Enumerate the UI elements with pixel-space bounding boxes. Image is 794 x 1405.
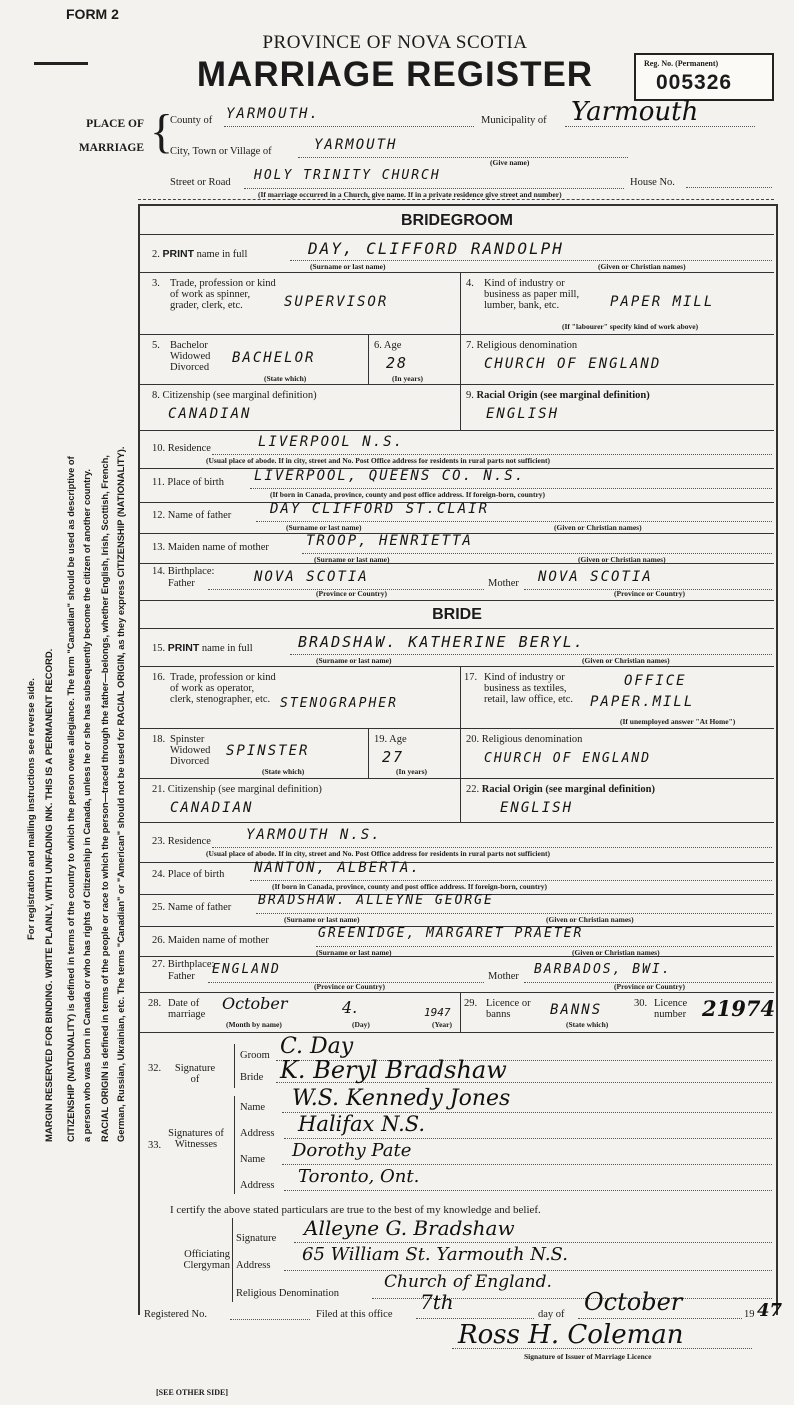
f7-num: 7. [466, 340, 474, 351]
groom-status-value: BACHELOR [232, 350, 316, 366]
groom-sig-label: Groom [240, 1050, 270, 1061]
field-27-label [152, 959, 214, 970]
bride-age-note: (In years) [396, 767, 428, 776]
field-25-label [152, 902, 231, 913]
groom-religion-value: CHURCH OF ENGLAND [484, 356, 662, 372]
clergy-label: Officiating Clergyman [183, 1249, 230, 1271]
rule [140, 778, 774, 779]
groom-residence-note: (Usual place of abode. If in city, street and No. Post Office address for residents in rural parts not sufficient) [206, 456, 551, 465]
groom-given-note: (Given or Christian names) [598, 262, 686, 271]
marriage-day-note: (Day) [352, 1020, 370, 1029]
bride-surname-note: (Surname or last name) [316, 656, 392, 665]
bride-age-value: 27 [382, 748, 405, 766]
field-11-label [152, 477, 224, 488]
f15-print: PRINT [167, 642, 200, 654]
vrule [368, 728, 369, 778]
groom-birth-note: (If born in Canada, province, county and post office address. If foreign-born, country) [270, 490, 546, 499]
w1-address-field [284, 1112, 772, 1139]
f13-text: Maiden name of mother [167, 542, 269, 553]
w2-name-field [282, 1142, 772, 1165]
groom-father-surname-note: (Surname or last name) [286, 523, 362, 532]
field-33-label: Signatures of Witnesses [168, 1128, 224, 1150]
municipality-field [565, 97, 755, 127]
licence-type-note: (State which) [566, 1020, 609, 1029]
w1-address-label: Address [240, 1128, 275, 1139]
f23-num: 23. [152, 836, 166, 847]
field-14-mother-label: Mother [488, 578, 519, 589]
field-4-num: 4. [466, 278, 474, 289]
field-33-num: 33. [148, 1140, 162, 1151]
place-brace: { [150, 105, 174, 158]
serial-caption: Reg. No. (Permanent) [644, 59, 719, 68]
f2-print: PRINT [162, 248, 194, 260]
f15-text: name in full [201, 643, 253, 654]
f9-text: Racial Origin (see marginal definition) [476, 390, 650, 401]
groom-industry-value: PAPER MILL [610, 294, 715, 310]
w1-name-field [282, 1086, 772, 1113]
f14-num: 14. [152, 566, 166, 577]
field-15-label [152, 643, 253, 654]
bride-mother-value: GREENIDGE, MARGARET PRAETER [318, 926, 584, 941]
county-label: County of [170, 115, 213, 126]
bride-mother-given-note: (Given or Christian names) [572, 948, 660, 957]
bride-trade-value: STENOGRAPHER [280, 696, 398, 711]
field-3-label: Trade, profession or kind of work as spinner, grader, clerk, etc. [170, 278, 276, 311]
year-suffix: 47 [757, 1300, 783, 1321]
field-20-label [466, 734, 582, 745]
field-17-num: 17. [464, 672, 478, 683]
field-30-label: Licence number [654, 998, 688, 1020]
f25-num: 25. [152, 902, 166, 913]
groom-father-birth-value: NOVA SCOTIA [254, 569, 369, 585]
bride-mother-birth-field [524, 960, 772, 983]
clergy-signature: Alleyne G. Bradshaw [304, 1216, 515, 1240]
marriage-year-note: (Year) [432, 1020, 452, 1029]
house-field [686, 177, 772, 188]
registered-field [230, 1309, 310, 1320]
licence-number-value: 21974 [702, 996, 776, 1021]
field-13-label [152, 542, 269, 553]
f22-num: 22. [466, 784, 480, 795]
issuer-label: Signature of Issuer of Marriage Licence [524, 1352, 652, 1361]
vrule [460, 778, 461, 822]
field-17-label: Kind of industry or business as textiles, retail, law office, etc. [484, 672, 574, 705]
bride-status-value: SPINSTER [226, 743, 310, 759]
rule [140, 728, 774, 729]
f10-num: 10. [152, 443, 166, 454]
bride-industry-note: (If unemployed answer "At Home") [620, 717, 736, 726]
bride-residence-field [212, 825, 772, 848]
page-title: MARRIAGE REGISTER [196, 55, 594, 94]
street-note: (If marriage occurred in a Church, give name. If in a private residence give street and number) [258, 190, 562, 199]
w1-name-signature: W.S. Kennedy Jones [292, 1086, 511, 1111]
groom-mother-birth-field [524, 567, 772, 590]
field-5-label: Bachelor Widowed Divorced [170, 340, 211, 373]
bride-father-birth-value: ENGLAND [212, 962, 281, 977]
clergy-signature-field [294, 1216, 772, 1243]
rule [140, 822, 774, 823]
groom-signature: C. Day [280, 1034, 354, 1059]
w2-address-field [284, 1168, 772, 1191]
vrule [368, 334, 369, 384]
vrule [460, 992, 461, 1032]
groom-residence-field [212, 432, 772, 455]
field-14-label [152, 566, 214, 577]
margin-line-3: CITIZENSHIP (NATIONALITY) is defined in terms of the country to which the person owes allegiance. The term "Canadian" should be used as descriptive of [66, 456, 76, 1142]
house-label: House No. [630, 177, 675, 188]
f24-text: Place of birth [167, 869, 225, 880]
f21-num: 21. [152, 784, 166, 795]
see-other-side: [SEE OTHER SIDE] [156, 1388, 229, 1397]
f27-text-a: Birthplace: [167, 959, 215, 970]
field-14-father-label: Father [168, 578, 195, 589]
field-28-num: 28. [148, 998, 162, 1009]
bridegroom-heading: BRIDEGROOM [401, 212, 513, 229]
bride-state-note: (State which) [262, 767, 305, 776]
f27-num: 27. [152, 959, 166, 970]
w2-address-label: Address [240, 1180, 275, 1191]
field-16-label: Trade, profession or kind of work as operator, clerk, stenographer, etc. [170, 672, 276, 705]
f22-text: Racial Origin (see marginal definition) [481, 784, 655, 795]
field-2-label [152, 249, 247, 260]
bride-name-field [290, 630, 772, 655]
rule [140, 334, 774, 335]
field-8-label [152, 390, 317, 401]
f23-text: Residence [167, 836, 211, 847]
rule [140, 956, 774, 957]
groom-name-value: DAY, CLIFFORD RANDOLPH [308, 239, 564, 258]
field-16-num: 16. [152, 672, 166, 683]
clergy-address-value: 65 William St. Yarmouth N.S. [302, 1244, 568, 1265]
f2-num: 2. [152, 249, 160, 260]
bride-father-given-note: (Given or Christian names) [546, 915, 634, 924]
f8-num: 8. [152, 390, 160, 401]
bride-mother-surname-note: (Surname or last name) [316, 948, 392, 957]
f11-num: 11. [152, 477, 165, 488]
bride-residence-note: (Usual place of abode. If in city, street and No. Post Office address for residents in rural parts not sufficient) [206, 849, 551, 858]
f19-num: 19. [374, 734, 388, 745]
field-27-father-label: Father [168, 971, 195, 982]
bride-mother-prov-note: (Province or Country) [614, 982, 685, 991]
municipality-label: Municipality of [481, 115, 547, 126]
serial-number: 005326 [656, 71, 733, 94]
bride-father-birth-field [208, 960, 484, 983]
vrule [460, 334, 461, 384]
groom-age-note: (In years) [392, 374, 424, 383]
province-title: PROVINCE OF NOVA SCOTIA [262, 32, 528, 53]
clergy-signature-label: Signature [236, 1233, 277, 1244]
bride-citizenship-value: CANADIAN [170, 800, 254, 816]
city-field [298, 135, 628, 158]
margin-line-2: MARGIN RESERVED FOR BINDING. WRITE PLAINLY, WITH UNFADING INK. THIS IS A PERMANENT RECORD. [44, 648, 55, 1142]
field-27-mother-label: Mother [488, 971, 519, 982]
groom-mother-birth-value: NOVA SCOTIA [538, 569, 653, 585]
bride-sig-label: Bride [240, 1072, 264, 1083]
f2-text: name in full [196, 249, 248, 260]
vrule [460, 728, 461, 778]
groom-name-field [290, 236, 772, 261]
vrule [232, 1218, 233, 1302]
bride-birthplace-value: NANTON, ALBERTA. [254, 860, 421, 876]
groom-residence-value: LIVERPOOL N.S. [258, 434, 405, 450]
field-24-label [152, 869, 224, 880]
f8-text: Citizenship (see marginal definition) [162, 390, 317, 401]
field-22-label [466, 784, 655, 795]
field-23-label [152, 836, 211, 847]
groom-father-birth-field [208, 567, 484, 590]
f6-text: Age [383, 340, 402, 351]
bride-signature-field [276, 1056, 772, 1084]
rule [140, 234, 774, 235]
w2-address-value: Toronto, Ont. [298, 1166, 420, 1187]
margin-line-1: For registration and mailing instructions see reverse side. [26, 678, 37, 940]
filed-day-field [416, 1290, 534, 1319]
marriage-day-value: 4. [342, 998, 358, 1017]
place-label [72, 112, 144, 160]
groom-industry-note: (If "labourer" specify kind of work above) [562, 322, 699, 331]
margin-line-6: German, Russian, Ukrainian, etc. The terms "Canadian" or "American" should not be used for RACIAL ORIGIN, as they express CITIZENSHIP (NATIONALITY). [116, 446, 126, 1142]
groom-state-note: (State which) [264, 374, 307, 383]
year-prefix: 19 [744, 1309, 755, 1320]
f15-num: 15. [152, 643, 166, 654]
clergy-address-label: Address [236, 1260, 271, 1271]
field-18-num: 18. [152, 734, 166, 745]
filed-month-value: October [584, 1288, 683, 1316]
place-label-b: MARRIAGE [78, 142, 144, 154]
bride-origin-value: ENGLISH [500, 800, 574, 816]
county-value: YARMOUTH. [226, 106, 320, 122]
field-10-label [152, 443, 211, 454]
field-26-label [152, 935, 269, 946]
groom-age-value: 28 [386, 354, 409, 372]
field-3-num: 3. [152, 278, 160, 289]
clergy-denom-label: Religious Denomination [236, 1288, 339, 1299]
city-value: YARMOUTH [314, 137, 398, 153]
field-29-label: Licence or banns [486, 998, 531, 1020]
field-32-label: Signature of [174, 1063, 216, 1085]
bride-mother-birth-value: BARBADOS, BWI. [534, 962, 672, 977]
w2-name-label: Name [240, 1154, 266, 1165]
bride-religion-value: CHURCH OF ENGLAND [484, 751, 652, 766]
bride-father-value: BRADSHAW. ALLEYNE GEORGE [258, 893, 494, 908]
vrule [234, 1044, 235, 1088]
groom-mother-prov-note: (Province or Country) [614, 589, 685, 598]
field-12-label [152, 510, 231, 521]
header-rule [34, 62, 88, 65]
f7-text: Religious denomination [476, 340, 578, 351]
groom-mother-field [302, 531, 772, 554]
w2-name-signature: Dorothy Pate [292, 1140, 412, 1161]
groom-father-prov-note: (Province or Country) [316, 589, 387, 598]
street-field [244, 166, 624, 189]
w1-name-label: Name [240, 1102, 266, 1113]
field-18-label: Spinster Widowed Divorced [170, 734, 211, 767]
groom-father-given-note: (Given or Christian names) [554, 523, 642, 532]
groom-mother-given-note: (Given or Christian names) [578, 555, 666, 564]
field-5-num: 5. [152, 340, 160, 351]
registered-label: Registered No. [144, 1309, 207, 1320]
f20-num: 20. [466, 734, 480, 745]
serial-box [634, 53, 774, 101]
groom-father-value: DAY CLIFFORD ST.CLAIR [270, 501, 490, 517]
field-4-label: Kind of industry or business as paper mill, lumber, bank, etc. [484, 278, 580, 311]
groom-origin-value: ENGLISH [486, 406, 560, 422]
groom-mother-value: TROOP, HENRIETTA [306, 533, 473, 549]
bride-signature: K. Beryl Bradshaw [280, 1056, 507, 1084]
field-21-label [152, 784, 322, 795]
street-label: Street or Road [170, 177, 231, 188]
filed-day-value: 7th [420, 1290, 454, 1314]
give-name-note: (Give name) [490, 158, 530, 167]
marriage-year-value: 1947 [424, 1006, 451, 1019]
f10-text: Residence [167, 443, 211, 454]
bride-father-field [256, 891, 772, 914]
marriage-month-value: October [222, 994, 288, 1013]
margin-line-5: RACIAL ORIGIN is defined in terms of the people or race to which the person—traced through the father—belongs, whether English, Irish, Scottish, French, [100, 455, 110, 1142]
bride-given-note: (Given or Christian names) [582, 656, 670, 665]
place-label-a: PLACE OF [86, 118, 144, 130]
groom-trade-value: SUPERVISOR [284, 294, 389, 310]
f19-text: Age [389, 734, 407, 745]
f11-text: Place of birth [167, 477, 224, 488]
licence-type-value: BANNS [550, 1002, 603, 1018]
f20-text: Religious denomination [481, 734, 583, 745]
rule [140, 1032, 774, 1033]
bride-residence-value: YARMOUTH N.S. [246, 827, 382, 843]
bride-industry-value-b: PAPER.MILL [590, 694, 695, 710]
w1-address-value: Halifax N.S. [298, 1112, 426, 1136]
field-6-label [374, 340, 401, 351]
groom-birthplace-value: LIVERPOOL, QUEENS CO. N.S. [254, 468, 526, 484]
groom-citizenship-value: CANADIAN [168, 406, 252, 422]
frame-top-dash [138, 199, 774, 200]
bride-birthplace-field [250, 858, 772, 881]
f14-text-a: Birthplace: [167, 566, 215, 577]
f12-num: 12. [152, 510, 166, 521]
vrule [234, 1096, 235, 1194]
field-19-label [374, 734, 407, 745]
f25-text: Name of father [167, 902, 232, 913]
rule [140, 272, 774, 273]
f24-num: 24. [152, 869, 166, 880]
rule [140, 666, 774, 667]
field-29-num: 29. [464, 998, 478, 1009]
vrule [460, 272, 461, 334]
rule [140, 600, 774, 601]
bride-industry-value-a: OFFICE [624, 673, 687, 689]
filed-label: Filed at this office [316, 1309, 393, 1320]
issuer-signature: Ross H. Coleman [458, 1320, 684, 1350]
groom-father-field [256, 499, 772, 522]
bride-mother-field [316, 924, 772, 947]
groom-birthplace-field [250, 466, 772, 489]
municipality-value: Yarmouth [571, 97, 699, 127]
bride-father-surname-note: (Surname or last name) [284, 915, 360, 924]
city-label: City, Town or Village of [170, 146, 272, 157]
field-28-label: Date of marriage [168, 998, 206, 1020]
field-30-num: 30. [634, 998, 648, 1009]
vrule [460, 384, 461, 430]
bride-heading: BRIDE [432, 606, 482, 623]
f26-num: 26. [152, 935, 166, 946]
bride-birth-note: (If born in Canada, province, county and post office address. If foreign-born, country) [272, 882, 548, 891]
f26-text: Maiden name of mother [167, 935, 269, 946]
county-field [224, 104, 474, 127]
f12-text: Name of father [167, 510, 232, 521]
day-of-label: day of [538, 1309, 565, 1320]
rule [140, 628, 774, 629]
filed-month-field [578, 1288, 742, 1319]
field-32-num: 32. [148, 1063, 162, 1074]
f9-num: 9. [466, 390, 474, 401]
issuer-signature-field [452, 1320, 752, 1350]
form-label: FORM 2 [66, 6, 119, 22]
bride-name-value: BRADSHAW. KATHERINE BERYL. [298, 633, 585, 651]
vrule [460, 666, 461, 728]
marriage-month-note: (Month by name) [226, 1020, 282, 1029]
rule [140, 992, 774, 993]
margin-line-4: a person who was born in Canada or who has rights of Citizenship in Canada, unless he or she has subsequently become the citizen of another country. [82, 469, 92, 1142]
field-9-label [466, 390, 650, 401]
f6-num: 6. [374, 340, 382, 351]
f21-text: Citizenship (see marginal definition) [167, 784, 322, 795]
groom-mother-surname-note: (Surname or last name) [314, 555, 390, 564]
certification-statement: I certify the above stated particulars are true to the best of my knowledge and belief. [170, 1204, 541, 1216]
field-7-label [466, 340, 577, 351]
f13-num: 13. [152, 542, 166, 553]
clergy-address-field [284, 1244, 772, 1271]
rule [140, 563, 774, 564]
groom-surname-note: (Surname or last name) [310, 262, 386, 271]
street-value: HOLY TRINITY CHURCH [254, 168, 441, 183]
rule [140, 430, 774, 431]
clergy-denom-value: Church of England. [384, 1272, 552, 1292]
bride-father-prov-note: (Province or Country) [314, 982, 385, 991]
rule [140, 384, 774, 385]
